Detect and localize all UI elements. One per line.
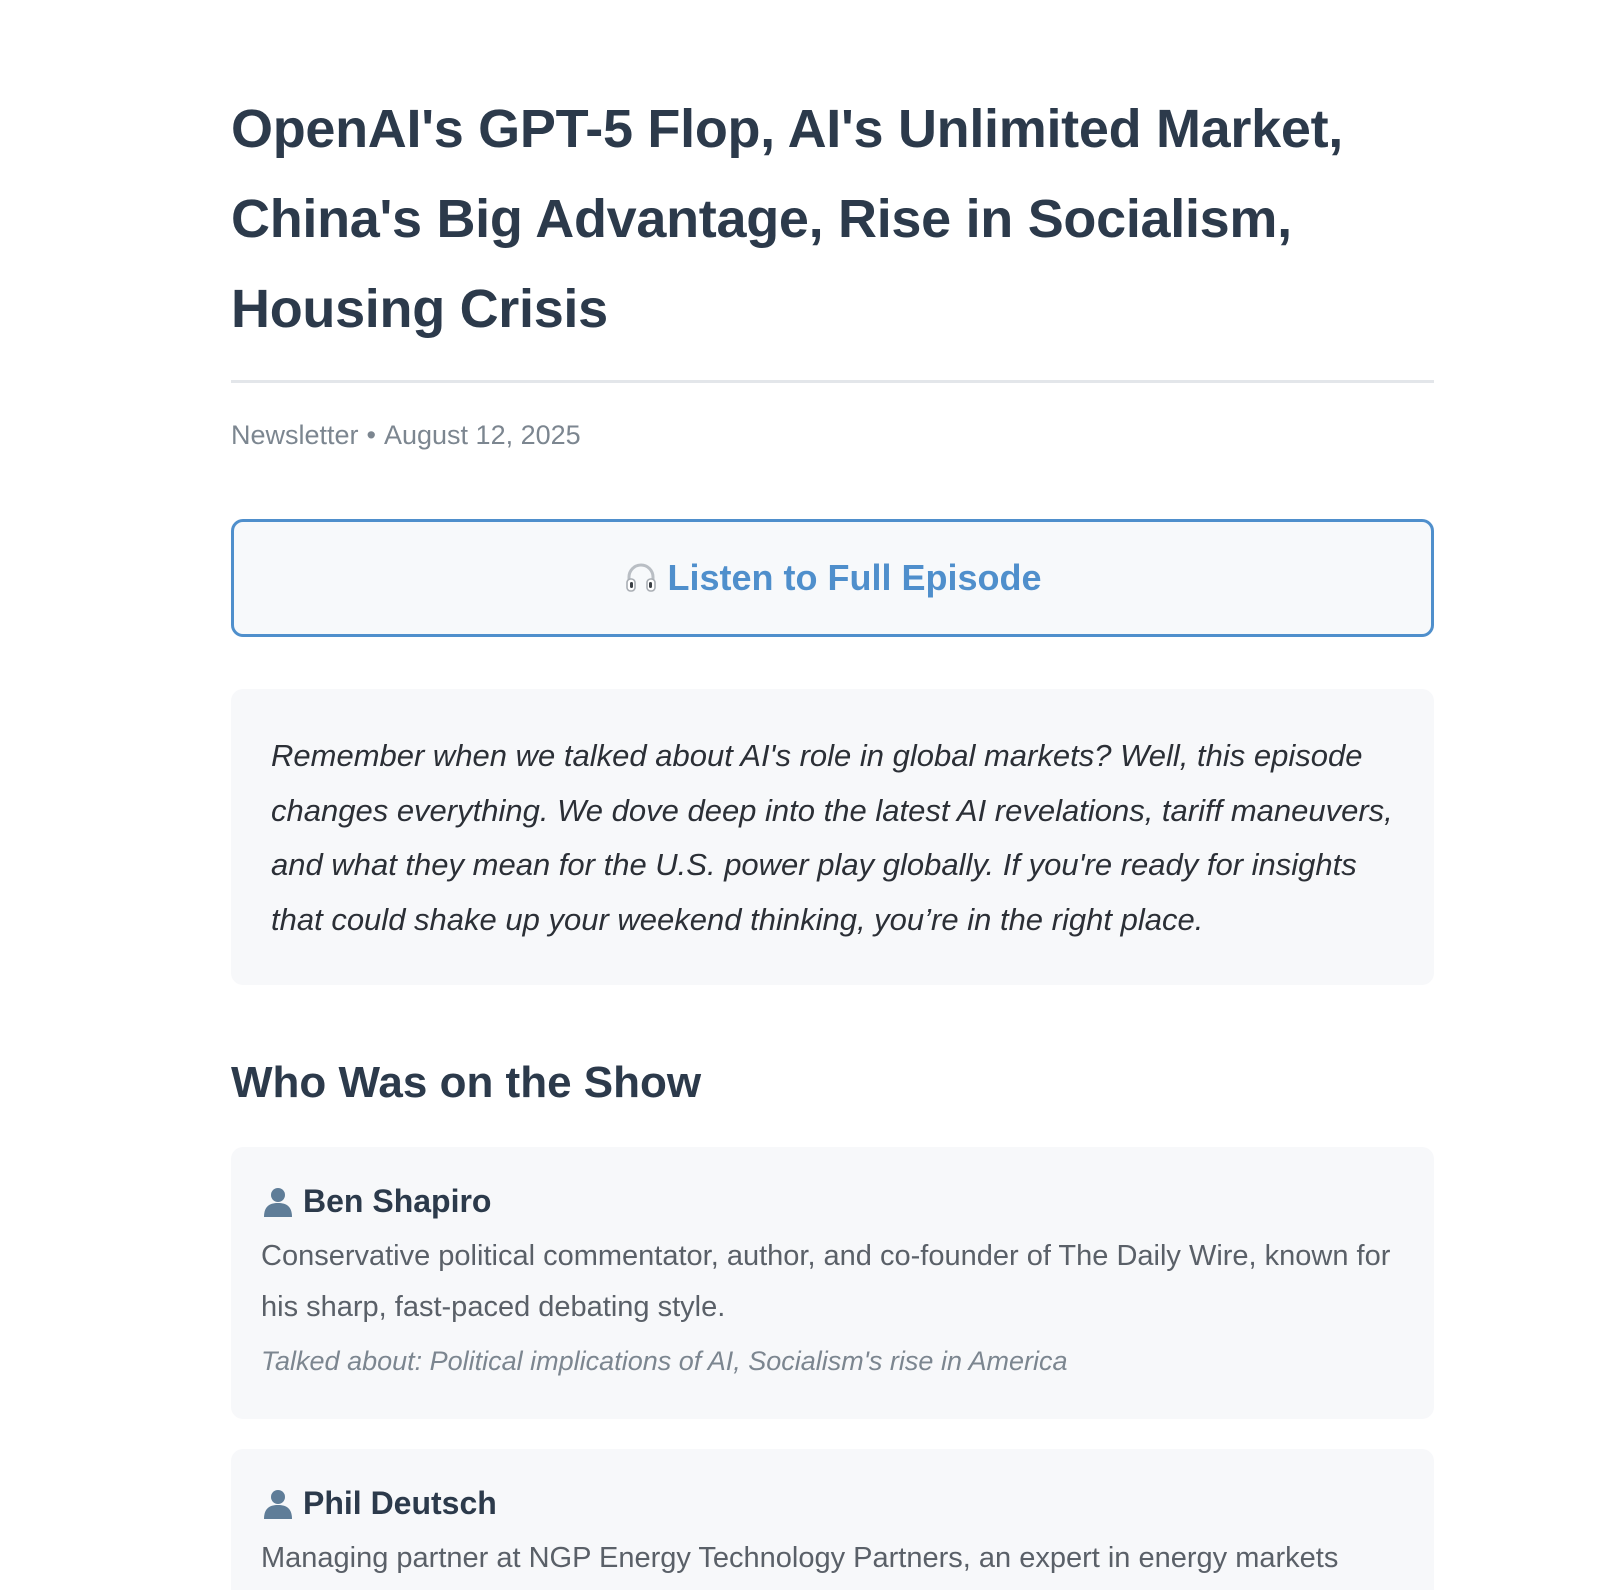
listen-full-episode-button[interactable]: [231, 519, 1434, 637]
person-icon: [261, 1486, 295, 1520]
guests-heading: Who Was on the Show: [231, 1058, 702, 1107]
intro-text: Remember when we talked about AI's role in global markets? Well, this episode changes everything. We dove deep into the latest AI revelations, tariff maneuvers, and what they mean for the U.S. power play globally. If you're ready for insights that could shake up your weekend thinking, you’re in the right place.: [271, 738, 1393, 937]
guest-topics: Talked about: Political implications of AI, Socialism's rise in America: [261, 1346, 1068, 1376]
episode-intro: [231, 689, 1434, 985]
guest-bio: Conservative political commentator, author, and co-founder of The Daily Wire, known for his sharp, fast-paced debating style.: [261, 1240, 1391, 1323]
meta-separator: •: [366, 420, 376, 450]
guest-card: [231, 1147, 1434, 1419]
guest-bio: Managing partner at NGP Energy Technology Partners, an expert in energy markets: [261, 1542, 1339, 1574]
person-icon: [261, 1184, 295, 1218]
article-title: OpenAI's GPT-5 Flop, AI's Unlimited Market, China's Big Advantage, Rise in Socialism, Housing Crisis: [231, 99, 1343, 339]
headphones-icon: [623, 560, 659, 596]
guest-name-row: [261, 1179, 1404, 1223]
guest-card: [231, 1449, 1434, 1590]
listen-button-label: Listen to Full Episode: [667, 557, 1042, 598]
guest-name: Ben Shapiro: [303, 1182, 492, 1219]
article-category: Newsletter: [231, 420, 359, 450]
guest-name: Phil Deutsch: [303, 1484, 497, 1521]
guest-name-row: [261, 1481, 1404, 1525]
article-meta: [231, 417, 1434, 453]
article: [231, 0, 1434, 1590]
article-date: August 12, 2025: [384, 420, 581, 450]
title-divider: [231, 380, 1434, 383]
